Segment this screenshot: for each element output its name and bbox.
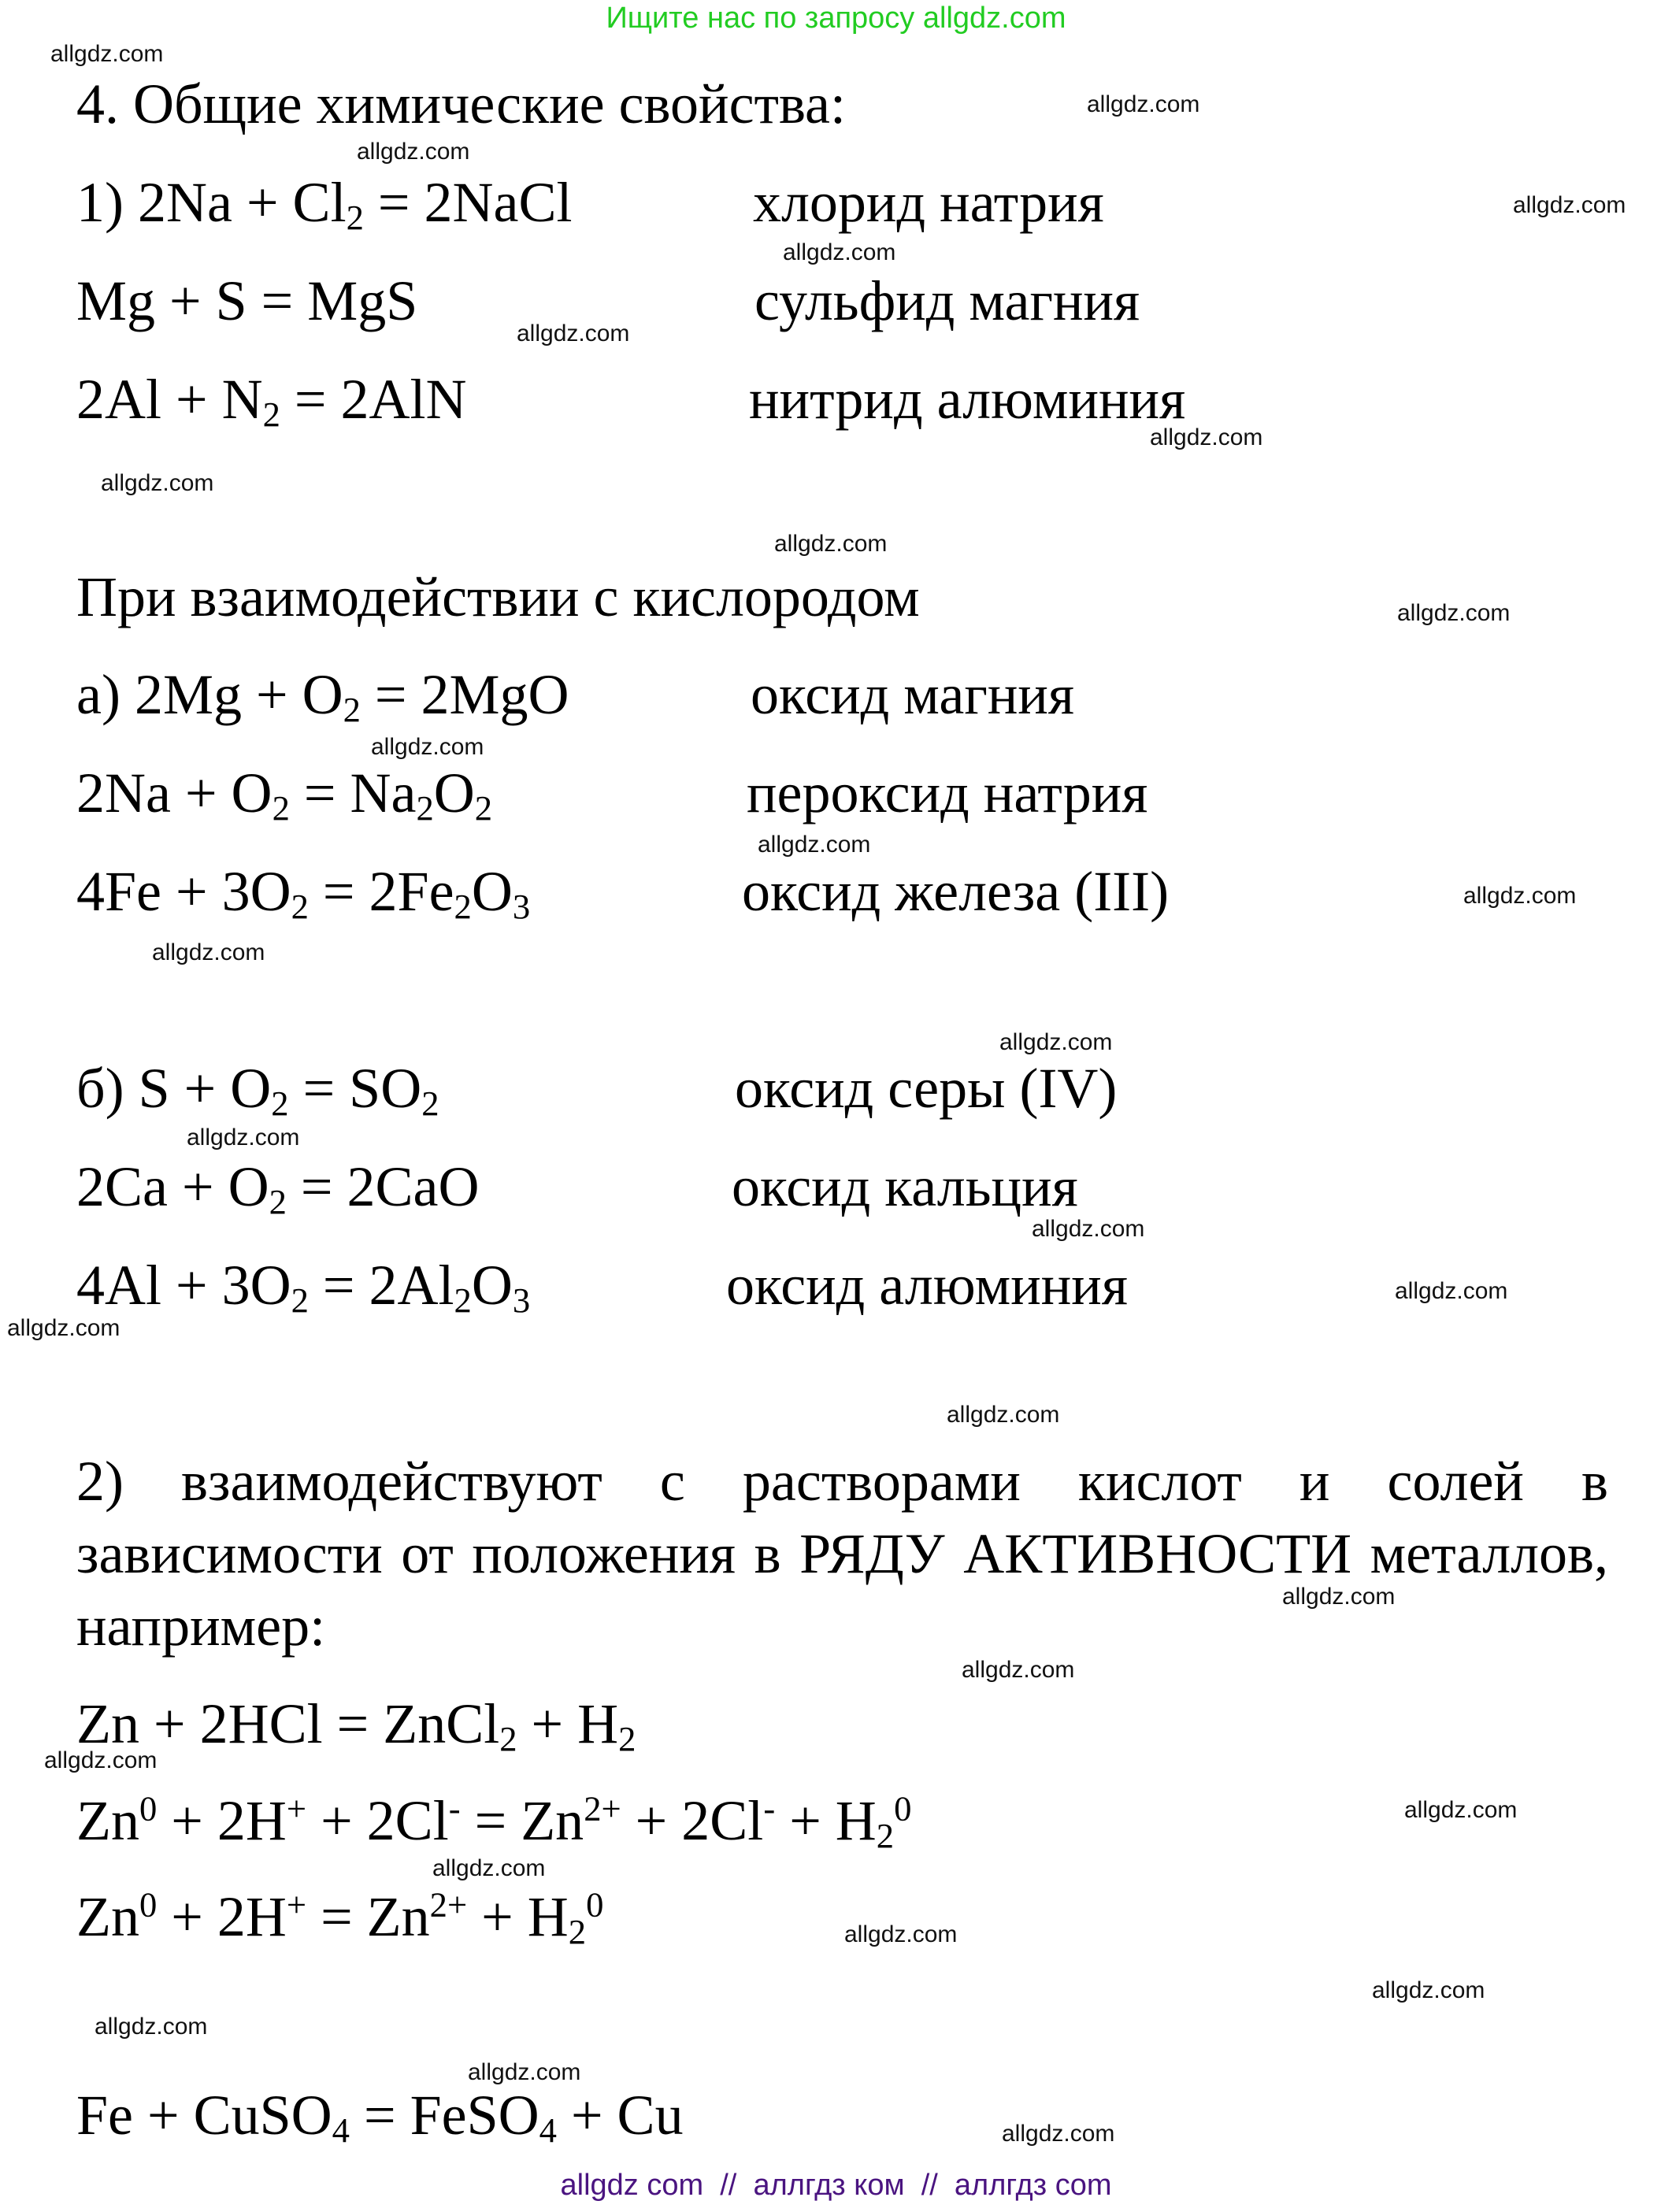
watermark: allgdz.com xyxy=(152,939,265,965)
watermark: allgdz.com xyxy=(95,2014,208,2040)
watermark: allgdz.com xyxy=(7,1315,120,1341)
equation-fe2o3: $4Fe + 3O_2 = 2Fe_2O_3$ xyxy=(76,860,531,926)
watermark: allgdz.com xyxy=(371,734,484,760)
compound-name: хлорид натрия xyxy=(753,171,1104,234)
watermark: allgdz.com xyxy=(357,139,470,165)
watermark: allgdz.com xyxy=(1032,1216,1145,1242)
watermark: allgdz.com xyxy=(1404,1797,1518,1823)
watermark: allgdz.com xyxy=(1513,192,1626,218)
watermark: allgdz.com xyxy=(783,239,896,265)
watermark: allgdz.com xyxy=(999,1029,1113,1055)
watermark: allgdz.com xyxy=(1395,1278,1508,1304)
equation-short-ionic: $Zn^0 + 2H^+ = Zn^{2+} + H_2^0$ xyxy=(76,1884,604,1951)
watermark: allgdz.com xyxy=(517,320,630,346)
watermark: allgdz.com xyxy=(1463,883,1577,909)
watermark: allgdz.com xyxy=(1087,91,1200,117)
watermark: allgdz.com xyxy=(1282,1584,1396,1610)
equation-aln: $2Al + N_2 = 2AlN$ xyxy=(76,368,467,434)
watermark: allgdz.com xyxy=(50,41,164,67)
watermark: allgdz.com xyxy=(758,832,871,858)
equation-zn-hcl: Zn + 2HCl = ZnCl$_2$ + $H_2$ xyxy=(76,1692,636,1758)
compound-name: оксид алюминия xyxy=(726,1254,1128,1317)
equation-so2: б) $S + O_2 = SO_2$ xyxy=(76,1057,439,1123)
equation-al2o3: $4Al + 3O_2 = 2Al_2O_3$ xyxy=(76,1254,531,1320)
watermark: allgdz.com xyxy=(101,470,214,496)
compound-name: сульфид магния xyxy=(754,269,1140,332)
section2-paragraph: 2) взаимодействуют с растворами кислот и солей в зависимости от положения в РЯДУ АКТИВНОСТИ металлов, например: xyxy=(76,1450,1608,1658)
compound-name: оксид железа (III) xyxy=(742,860,1170,923)
watermark: allgdz.com xyxy=(1397,600,1511,626)
watermark: allgdz.com xyxy=(468,2059,581,2085)
section-heading: 4. Общие химические свойства: xyxy=(76,72,846,135)
watermark: allgdz.com xyxy=(1372,1977,1485,2003)
watermark: allgdz.com xyxy=(1002,2121,1115,2147)
compound-name: нитрид алюминия xyxy=(749,368,1186,431)
watermark: allgdz.com xyxy=(844,1921,958,1947)
equation-na2o2: $2Na + O_2 = Na_2O_2$ xyxy=(76,761,493,828)
watermark: allgdz.com xyxy=(187,1125,300,1150)
watermark: allgdz.com xyxy=(774,531,888,557)
search-banner: Ищите нас по запросу allgdz.com xyxy=(606,2,1066,35)
compound-name: оксид серы (IV) xyxy=(735,1057,1118,1120)
equation-fe-cuso4: Fe + CuSO$_4$ = FeSO$_4$ + Cu xyxy=(76,2084,684,2150)
equation-full-ionic: $Zn^0 + 2H^+ + 2Cl^- = Zn^{2+} + 2Cl^- + H_2^0$ xyxy=(76,1788,912,1855)
compound-name: оксид магния xyxy=(751,663,1075,726)
watermark: allgdz.com xyxy=(962,1657,1075,1683)
compound-name: оксид кальция xyxy=(732,1155,1078,1218)
oxygen-heading: При взаимодействии с кислородом xyxy=(76,565,920,628)
equation-nacl: 1) $2Na + Cl_2$ = 2NaCl xyxy=(76,171,573,237)
equation-cao: $2Ca + O_2 = 2CaO$ xyxy=(76,1155,480,1221)
equation-mgs: Mg + S = MgS xyxy=(76,269,418,332)
footer-watermark: allgdz com // аллгдз ком // аллгдз com xyxy=(560,2169,1112,2202)
watermark: allgdz.com xyxy=(1150,424,1263,450)
watermark: allgdz.com xyxy=(947,1402,1060,1428)
watermark: allgdz.com xyxy=(44,1747,158,1773)
equation-mgo: а) $2Mg + O_2 = 2MgO$ xyxy=(76,663,569,729)
watermark: allgdz.com xyxy=(432,1855,546,1881)
compound-name: пероксид натрия xyxy=(747,761,1148,824)
